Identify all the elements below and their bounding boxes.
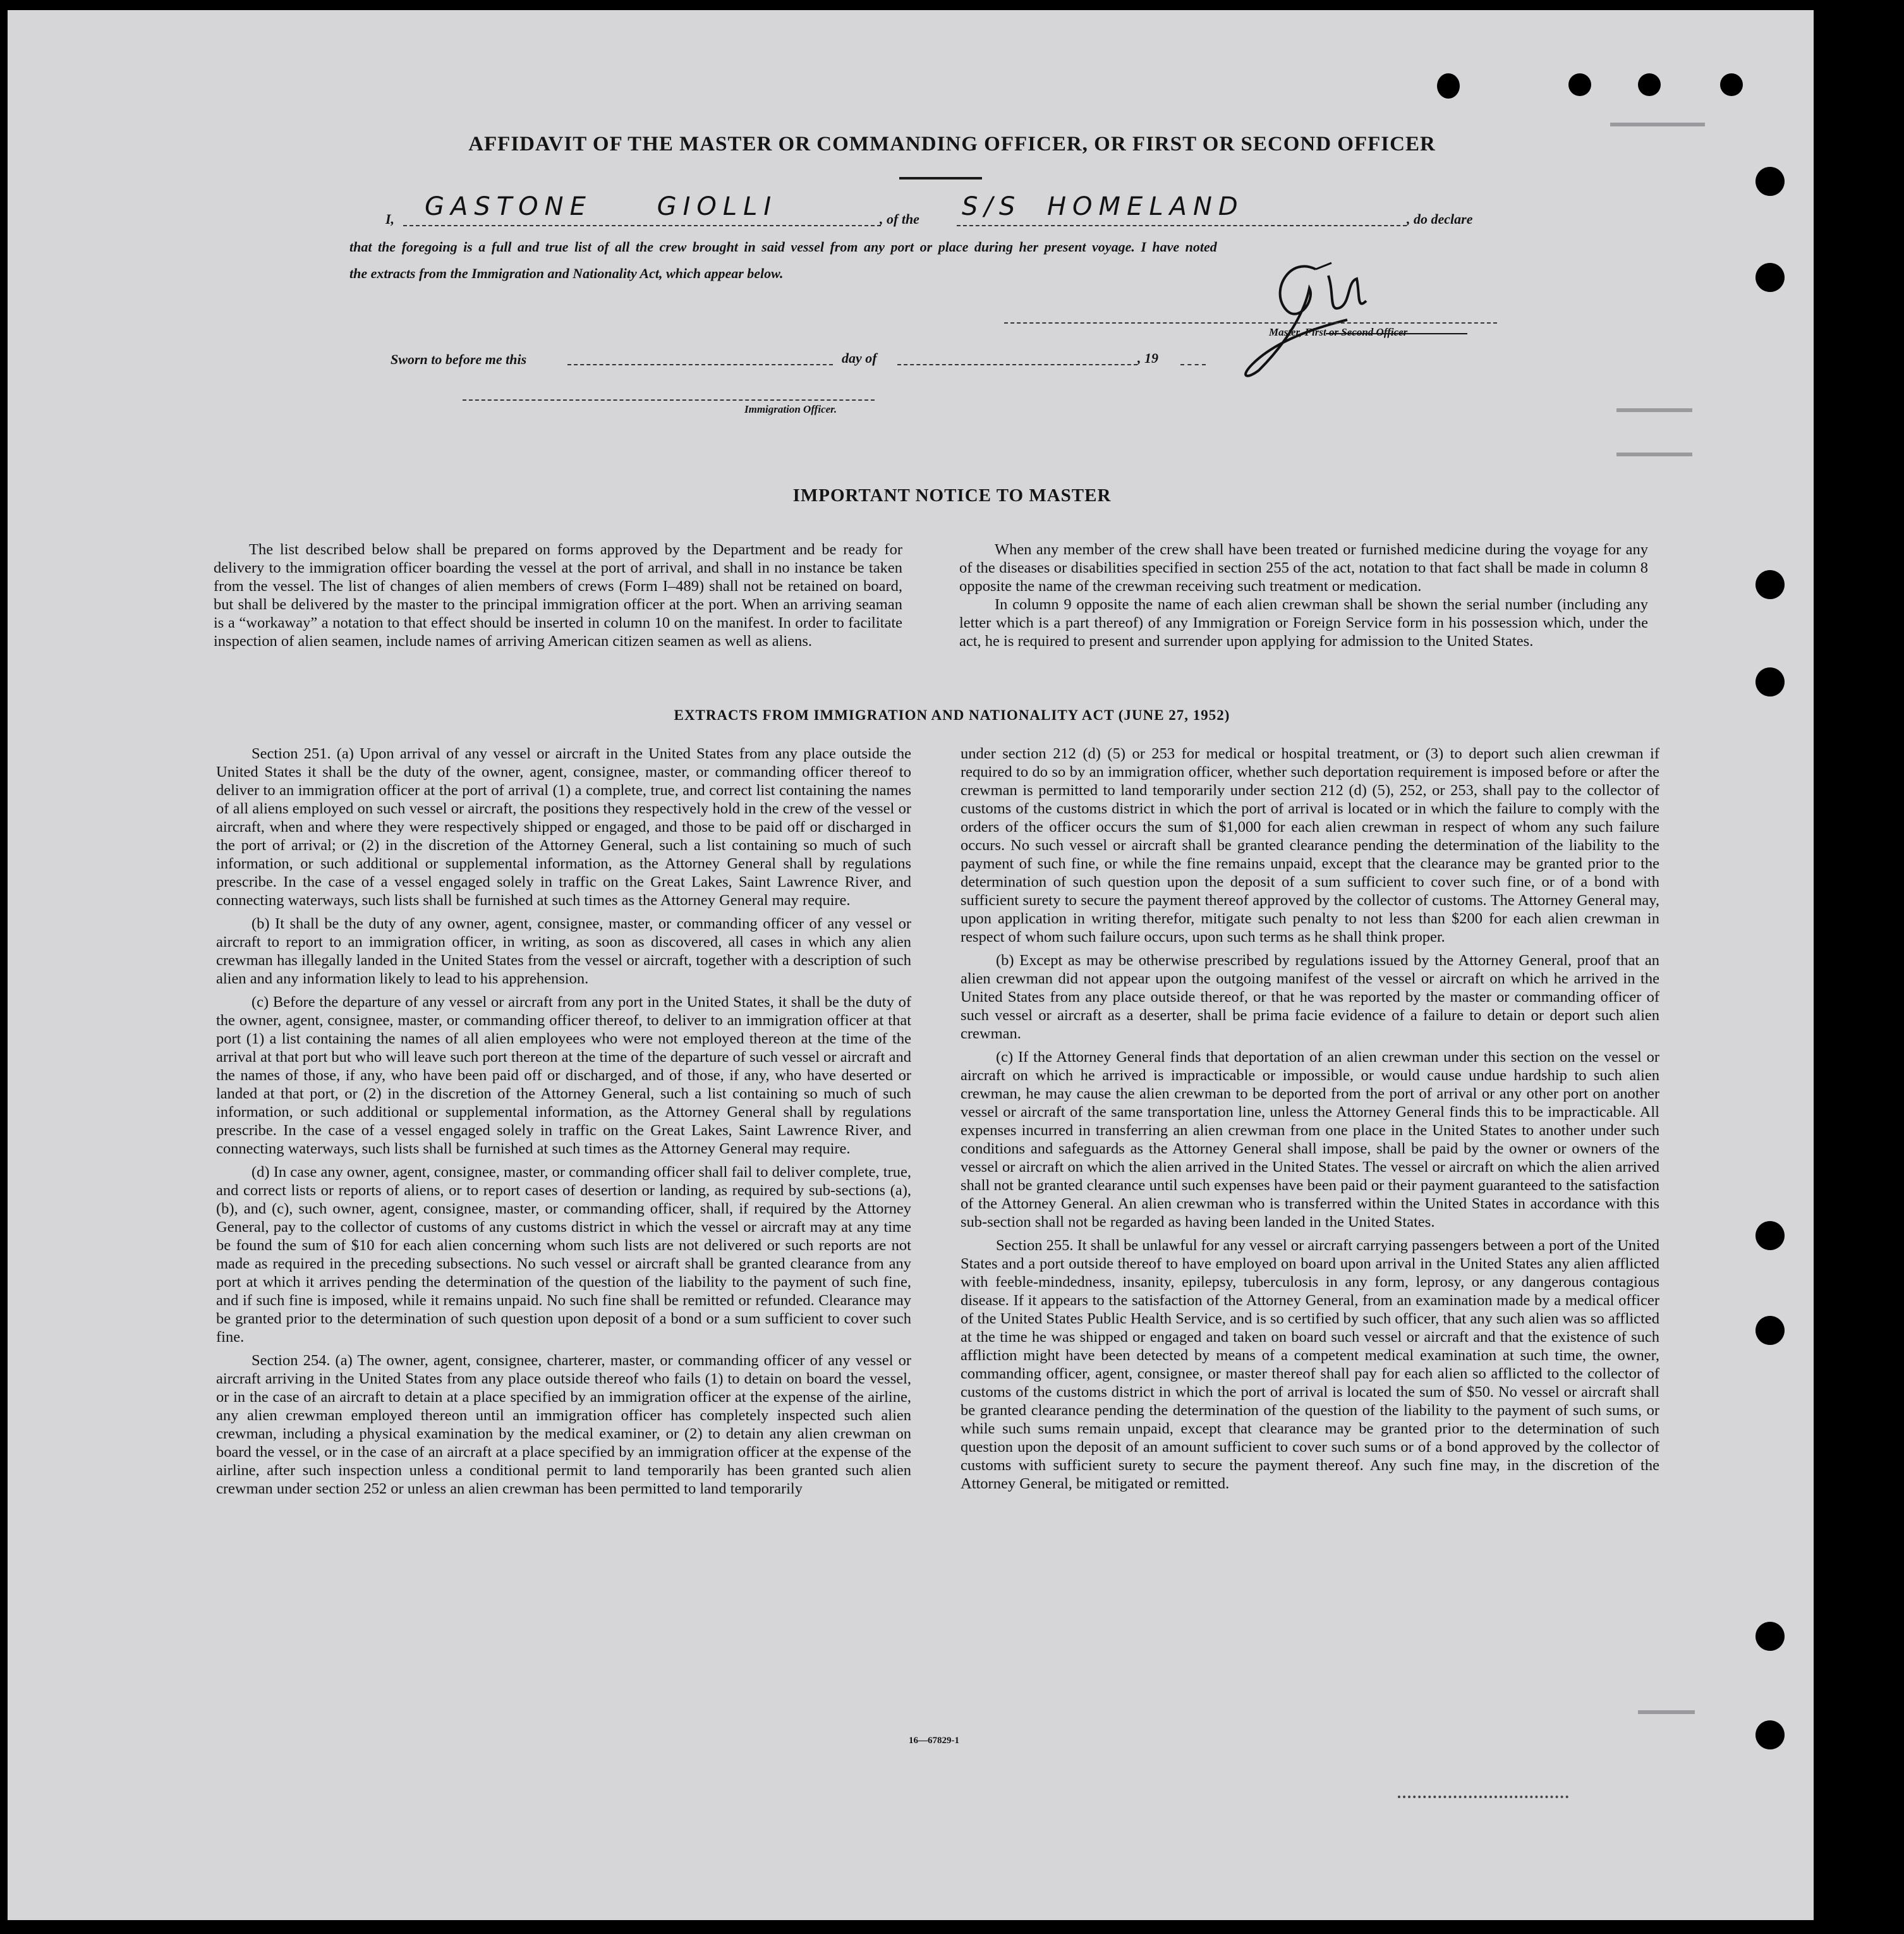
bleed-through-mark xyxy=(1616,408,1692,412)
scan-smudge xyxy=(1398,1796,1568,1802)
notice-right-column xyxy=(959,540,1648,655)
punch-hole xyxy=(1755,570,1785,599)
extracts-left-column xyxy=(216,745,911,1503)
vessel-name-line xyxy=(957,225,1407,226)
notice-paragraph: In column 9 opposite the name of each alien crewman shall be shown the serial number (including any letter which is a part thereof) of any Immigration or Foreign Service form in his possession which, under the act, he is required to present and surrender upon applying for admission to the United States. xyxy=(959,596,1648,650)
sworn-label: Sworn to before me this xyxy=(391,351,527,367)
punch-hole xyxy=(1755,667,1785,696)
affidavit-line-2: that the foregoing is a full and true list of all the crew brought in said vessel from any port or place during her present voyage. I have noted xyxy=(349,239,1217,255)
master-name-line xyxy=(403,225,881,226)
affidavit-line-3: the extracts from the Immigration and Nationality Act, which appear below. xyxy=(349,265,784,281)
signature-line xyxy=(1004,322,1497,324)
extracts-right-column xyxy=(961,745,1659,1498)
signature-caption-text: Master, First or Second Officer xyxy=(1269,326,1408,338)
immigration-officer-label: Immigration Officer. xyxy=(744,403,837,415)
form-number: 16—67829-1 xyxy=(909,1736,959,1746)
immigration-officer-line xyxy=(463,399,875,401)
affidavit-title: AFFIDAVIT OF THE MASTER OR COMMANDING OFFICER, OR FIRST OR SECOND OFFICER xyxy=(468,133,1436,155)
act-paragraph: Section 254. (a) The owner, agent, consignee, charterer, master, or commanding officer of any vessel or aircraft arriving in the United States from any place outside thereof who fails (1) to detain on board the vessel, or in the case of an aircraft to detain at a place specified by an immigration officer at the expense of the airline, any alien crewman employed thereon until an immigration officer has completely inspected such alien crewman, including a physical examination by the medical examiner, or (2) to detain any alien crewman on board the vessel, or in the case of an aircraft at a place specified by an immigration officer at the expense of the airline, after such inspection unless a conditional permit to land temporarily has been granted such alien crewman under section 252 or unless an alien crewman has been permitted to land temporarily xyxy=(216,1352,911,1497)
act-paragraph: Section 255. It shall be unlawful for any vessel or aircraft carrying passengers between a port of the United States and a port outside thereof to have employed on board upon arrival in the United States any alien afflicted with feeble-mindedness, insanity, epilepsy, tuberculosis in any form, leprosy, or any dangerous contagious disease. If it appears to the satisfaction of the Attorney General, from an examination made by a medical officer of the United States Public Health Service, and is so certified by such officer, that any such alien was so afflicted at the time he was shipped or engaged and taken on board such vessel or aircraft and that the existence of such affliction might have been detected by means of a competent medical examination at such time, the owner, commanding officer, agent, consignee, or master thereof shall pay for each alien so afflicted to the collector of customs of the customs district in which the port of arrival is located the sum of $50. No vessel or aircraft shall be granted clearance pending the determination of the question of the liability to the payment of such sums, or while such sums remain unpaid, except that clearance may be granted prior to the determination of such question upon the deposit of an amount sufficient to cover such sums or of a bond approved by the collector of customs with sufficient surety to secure the payment thereof. Any such fine may, in the discretion of the Attorney General, be mitigated or remitted. xyxy=(961,1237,1659,1492)
punch-hole xyxy=(1638,73,1661,96)
punch-hole xyxy=(1755,263,1785,292)
master-signature xyxy=(1221,250,1410,389)
act-paragraph: under section 212 (d) (5) or 253 for medical or hospital treatment, or (3) to deport such alien crewman if required to do so by an immigration officer, whether such deportation requirement is imposed before or after the crewman is permitted to land temporarily under section 212 (d) (5), 252, or 253, shall pay to the collector of customs of the customs district in which the port of arrival is located or in which the failure to comply with the orders of the officer occurs the sum of $1,000 for each alien crewman in respect of whom any such failure occurs. No such vessel or aircraft shall be granted clearance pending the determination of the liability to the payment of such fine, or while the fine remains unpaid, except that the clearance may be granted prior to the determination of such question upon the deposit of a sum sufficient to cover such fine, or of a bond with sufficient surety to secure the payment thereof approved by the collector of customs. The Attorney General may, upon application in writing therefor, mitigate such penalty to not less than $200 for each alien crewman in respect of whom such failure occurs, upon such terms as he shall think proper. xyxy=(961,745,1659,946)
punch-hole xyxy=(1755,1316,1785,1345)
bleed-through-mark xyxy=(1616,453,1692,456)
act-paragraph: (c) If the Attorney General finds that deportation of an alien crewman under this section on the vessel or aircraft on which he arrived is impracticable or impossible, or would cause undue hardship to such alien crewman, he may cause the alien crewman to be deported from the port of arrival or any other port on another vessel or aircraft of the same transportation line, unless the Attorney General finds this to be impracticable. All expenses incurred in transferring an alien crewman from one place in the United States to another under such conditions and safeguards as the Attorney General shall impose, shall be paid by the owner or owners of the vessel or aircraft on which the alien arrived in the United States. The vessel or aircraft on which the alien arrived shall not be granted clearance until such expenses have been paid or their payment guaranteed to the satisfaction of the Attorney General. An alien crewman who is transferred within the United States in accordance with this sub-section shall not be regarded as having been landed in the United States. xyxy=(961,1049,1659,1231)
act-paragraph: (d) In case any owner, agent, consignee, master, or commanding officer shall fail to deliver complete, true, and correct lists or reports of aliens, or to report cases of desertion or landing, as required by sub-sections (a), (b), and (c), such owner, agent, consignee, master, or commanding officer, shall, if required by the Attorney General, pay to the collector of customs of any customs district in which the vessel or aircraft may at any time be found the sum of $10 for each alien concerning whom such lists are not delivered or such reports are not made as required in the preceding subsections. No such vessel or aircraft shall be granted clearance from any port at which it arrives pending the determination of the question of the liability to the payment of such fine, and if such fine is imposed, while it remains unpaid. No such fine shall be remitted or refunded. Clearance may be granted prior to the determination of such question upon deposit of a bond or a sum sufficient to cover such fine. xyxy=(216,1164,911,1346)
punch-hole xyxy=(1568,73,1591,96)
act-paragraph: Section 251. (a) Upon arrival of any vessel or aircraft in the United States from any place outside the United States it shall be the duty of the owner, agent, consignee, master, or commanding officer thereof to deliver to an immigration officer at the port of arrival (1) a complete, true, and correct list containing the names of all aliens employed on such vessel or aircraft, the positions they respectively hold in the crew of the vessel or aircraft, when and where they were respectively shipped or engaged, and those to be paid off or discharged in the port of arrival; or (2) in the discretion of the Attorney General, such a list containing so much of such information, or such additional or supplemental information, as the Attorney General shall by regulations prescribe. In the case of a vessel engaged solely in traffic on the Great Lakes, Saint Lawrence River, and connecting waterways, such lists shall be furnished at such times as the Attorney General may require. xyxy=(216,745,911,909)
of-the-label: , of the xyxy=(880,211,919,227)
vessel-name-handwritten: S/S HOMELAND xyxy=(962,192,1244,221)
bleed-through-mark xyxy=(1610,123,1705,126)
punch-hole xyxy=(1720,73,1743,96)
notice-title: IMPORTANT NOTICE TO MASTER xyxy=(792,485,1112,506)
punch-hole xyxy=(1755,1720,1785,1749)
punch-hole xyxy=(1755,1221,1785,1250)
do-declare-label: , do declare xyxy=(1407,211,1473,227)
sworn-month-line xyxy=(897,364,1137,365)
act-paragraph: (c) Before the departure of any vessel or aircraft from any port in the United States, it shall be the duty of the owner, agent, consignee, master, or commanding officer thereof, to deliver to an immigration officer at that port (1) a list containing the names of all alien employees who were not employed thereon at the time of the arrival at that port but who will leave such port thereon at the time of the departure of such vessel or aircraft and the names of those, if any, who have been paid off or discharged, and of those, if any, who have deserted or landed at that port, or (2) in the discretion of the Attorney General, such a list containing so much of such information, or such additional or supplemental information, as the Attorney General shall by regulations prescribe. In the case of a vessel engaged solely in traffic on the Great Lakes, Saint Lawrence River, and connecting waterways, such lists shall be furnished at such times as the Attorney General may require. xyxy=(216,994,911,1157)
master-name-handwritten: GASTONE GIOLLI xyxy=(425,192,778,221)
signature-caption xyxy=(1269,326,1407,339)
title-rule xyxy=(899,177,982,179)
officer-strikethrough xyxy=(1326,333,1467,334)
notice-paragraph: When any member of the crew shall have been treated or furnished medicine during the voyage for any of the diseases or disabilities specified in section 255 of the act, notation to that fact shall be made in column 8 opposite the name of the crewman receiving such treatment or medication. xyxy=(959,541,1648,595)
bleed-through-mark xyxy=(1638,1710,1695,1714)
punch-hole xyxy=(1755,1622,1785,1651)
notice-paragraph: The list described below shall be prepared on forms approved by the Department and be ready for delivery to the immigration officer boarding the vessel at the port of arrival, and shall in no instance be taken from the vessel. The list of changes of alien members of crews (Form I–489) shall not be retained on board, but shall be delivered by the master to the principal immigration officer at the port. When an arriving seaman is a “workaway” a notation to that effect should be inserted in column 10 on the manifest. In order to facilitate inspection of alien seamen, include names of arriving American citizen seamen as well as aliens. xyxy=(214,541,902,650)
sworn-year-line xyxy=(1180,364,1206,365)
punch-hole xyxy=(1755,167,1785,196)
declarant-prefix: I, xyxy=(385,211,395,227)
act-paragraph: (b) It shall be the duty of any owner, agent, consignee, master, or commanding officer of any vessel or aircraft to report to an immigration officer, in writing, as soon as discovered, all cases in which any alien crewman has illegally landed in the United States from the vessel or aircraft, together with a description of such alien and any information likely to lead to his apprehension. xyxy=(216,915,911,987)
document-page xyxy=(8,10,1814,1920)
extracts-title: EXTRACTS FROM IMMIGRATION AND NATIONALITY ACT (JUNE 27, 1952) xyxy=(674,707,1230,723)
year-prefix: , 19 xyxy=(1137,350,1158,366)
day-of-label: day of xyxy=(842,350,877,366)
act-paragraph: (b) Except as may be otherwise prescribed by regulations issued by the Attorney General, proof that an alien crewman did not appear upon the outgoing manifest of the vessel or aircraft on which he arrived in the United States from any place outside thereof, or that he was reported by the master or commanding officer of such vessel or aircraft as a deserter, shall be prima facie evidence of a failure to detain or deport such alien crewman. xyxy=(961,952,1659,1042)
sworn-day-line xyxy=(567,364,833,365)
punch-hole xyxy=(1437,73,1460,99)
notice-left-column xyxy=(214,540,902,655)
